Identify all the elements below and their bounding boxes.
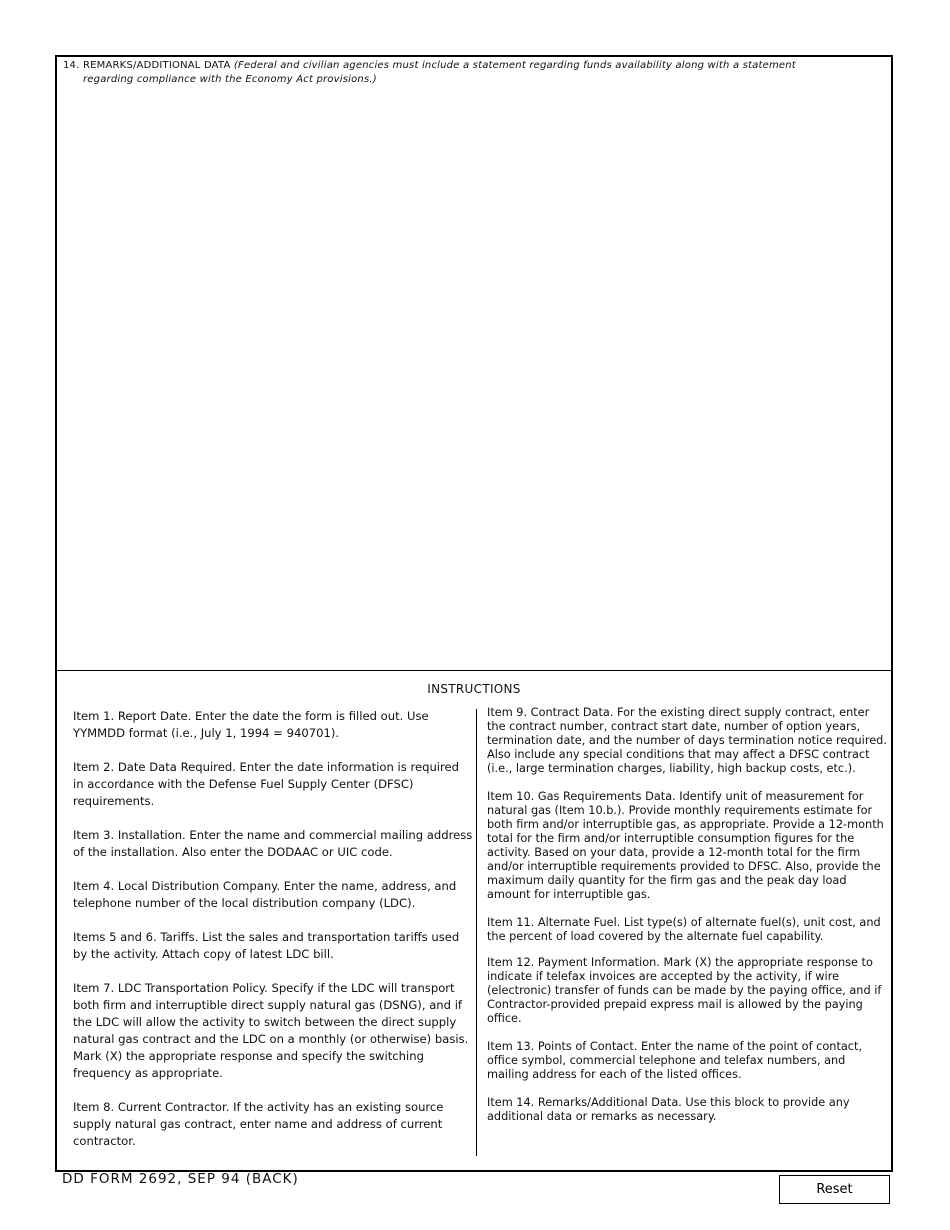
remarks-number: 14. (63, 60, 80, 71)
instructions-left-column (73, 708, 473, 1150)
instruction-item-2: Item 2. Date Data Required. Enter the date information is required in accordance with the Defense Fuel Supply Center (DFSC) requirements. (73, 760, 460, 808)
remarks-label: REMARKS/ADDITIONAL DATA (83, 60, 231, 71)
instructions-title: INSTRUCTIONS (427, 682, 521, 696)
instruction-item-4: Item 4. Local Distribution Company. Enter the name, address, and telephone number of the local distribution company (LDC). (73, 879, 457, 910)
form-page (55, 55, 893, 1172)
instruction-item-9: Item 9. Contract Data. For the existing direct supply contract, enter the contract number, contract start date, number of option years, termination date, and the number of days termination notice required. Also include any special conditions that may affect a DFSC contract (i.e., large termination charges, liability, high backup costs, etc.). (487, 706, 887, 775)
remarks-input[interactable] (61, 89, 887, 666)
instruction-item-7: Item 7. LDC Transportation Policy. Specify if the LDC will transport both firm and interruptible direct supply natural gas (DSNG), and if the LDC will allow the activity to switch between the direct supply natural gas contract and the LDC on a monthly (or otherwise) basis. Mark (X) the appropriate response and specify the switching frequency as appropriate. (73, 981, 469, 1080)
instructions-right-column (487, 706, 887, 1124)
instruction-item-1: Item 1. Report Date. Enter the date the form is filled out. Use YYMMDD format (i.e., July 1, 1994 = 940701). (73, 709, 429, 740)
instruction-item-11: Item 11. Alternate Fuel. List type(s) of alternate fuel(s), unit cost, and the percent of load covered by the alternate fuel capability. (487, 916, 881, 943)
remarks-heading (63, 59, 843, 86)
instruction-item-12: Item 12. Payment Information. Mark (X) the appropriate response to indicate if telefax invoices are accepted by the activity, if wire (electronic) transfer of funds can be made by the paying office, and if Contractor-provided prepaid express mail is allowed by the paying office. (487, 956, 882, 1025)
column-divider (476, 709, 477, 1156)
instruction-item-3: Item 3. Installation. Enter the name and commercial mailing address of the installation. Also enter the DODAAC or UIC code. (73, 828, 473, 859)
instruction-item-14: Item 14. Remarks/Additional Data. Use this block to provide any additional data or remarks as necessary. (487, 1096, 850, 1123)
instruction-items-5-6: Items 5 and 6. Tariffs. List the sales and transportation tariffs used by the activity. Attach copy of latest LDC bill. (73, 930, 460, 961)
remarks-note: (Federal and civilian agencies must include a statement regarding funds availability along with a statement regarding compliance with the Economy Act provisions.) (83, 60, 796, 85)
instruction-item-13: Item 13. Points of Contact. Enter the name of the point of contact, office symbol, commercial telephone and telefax numbers, and mailing address for each of the listed offices. (487, 1040, 863, 1081)
form-identifier: DD FORM 2692, SEP 94 (BACK) (62, 1171, 299, 1187)
reset-button[interactable]: Reset (779, 1175, 890, 1204)
remarks-block (57, 57, 891, 671)
instruction-item-10: Item 10. Gas Requirements Data. Identify unit of measurement for natural gas (Item 10.b.). Provide monthly requirements estimate for both firm and/or interruptible gas, as appropriate. Provide a 12-month total for the firm and/or interruptible consumption figures for the activity. Based on your data, provide a 12-month total for the firm and/or interruptible requirements provided to DFSC. Also, provide the maximum daily quantity for the firm gas and the peak day load amount for interruptible gas. (487, 790, 884, 901)
instruction-item-8: Item 8. Current Contractor. If the activity has an existing source supply natural gas contract, enter name and address of current contractor. (73, 1100, 444, 1148)
